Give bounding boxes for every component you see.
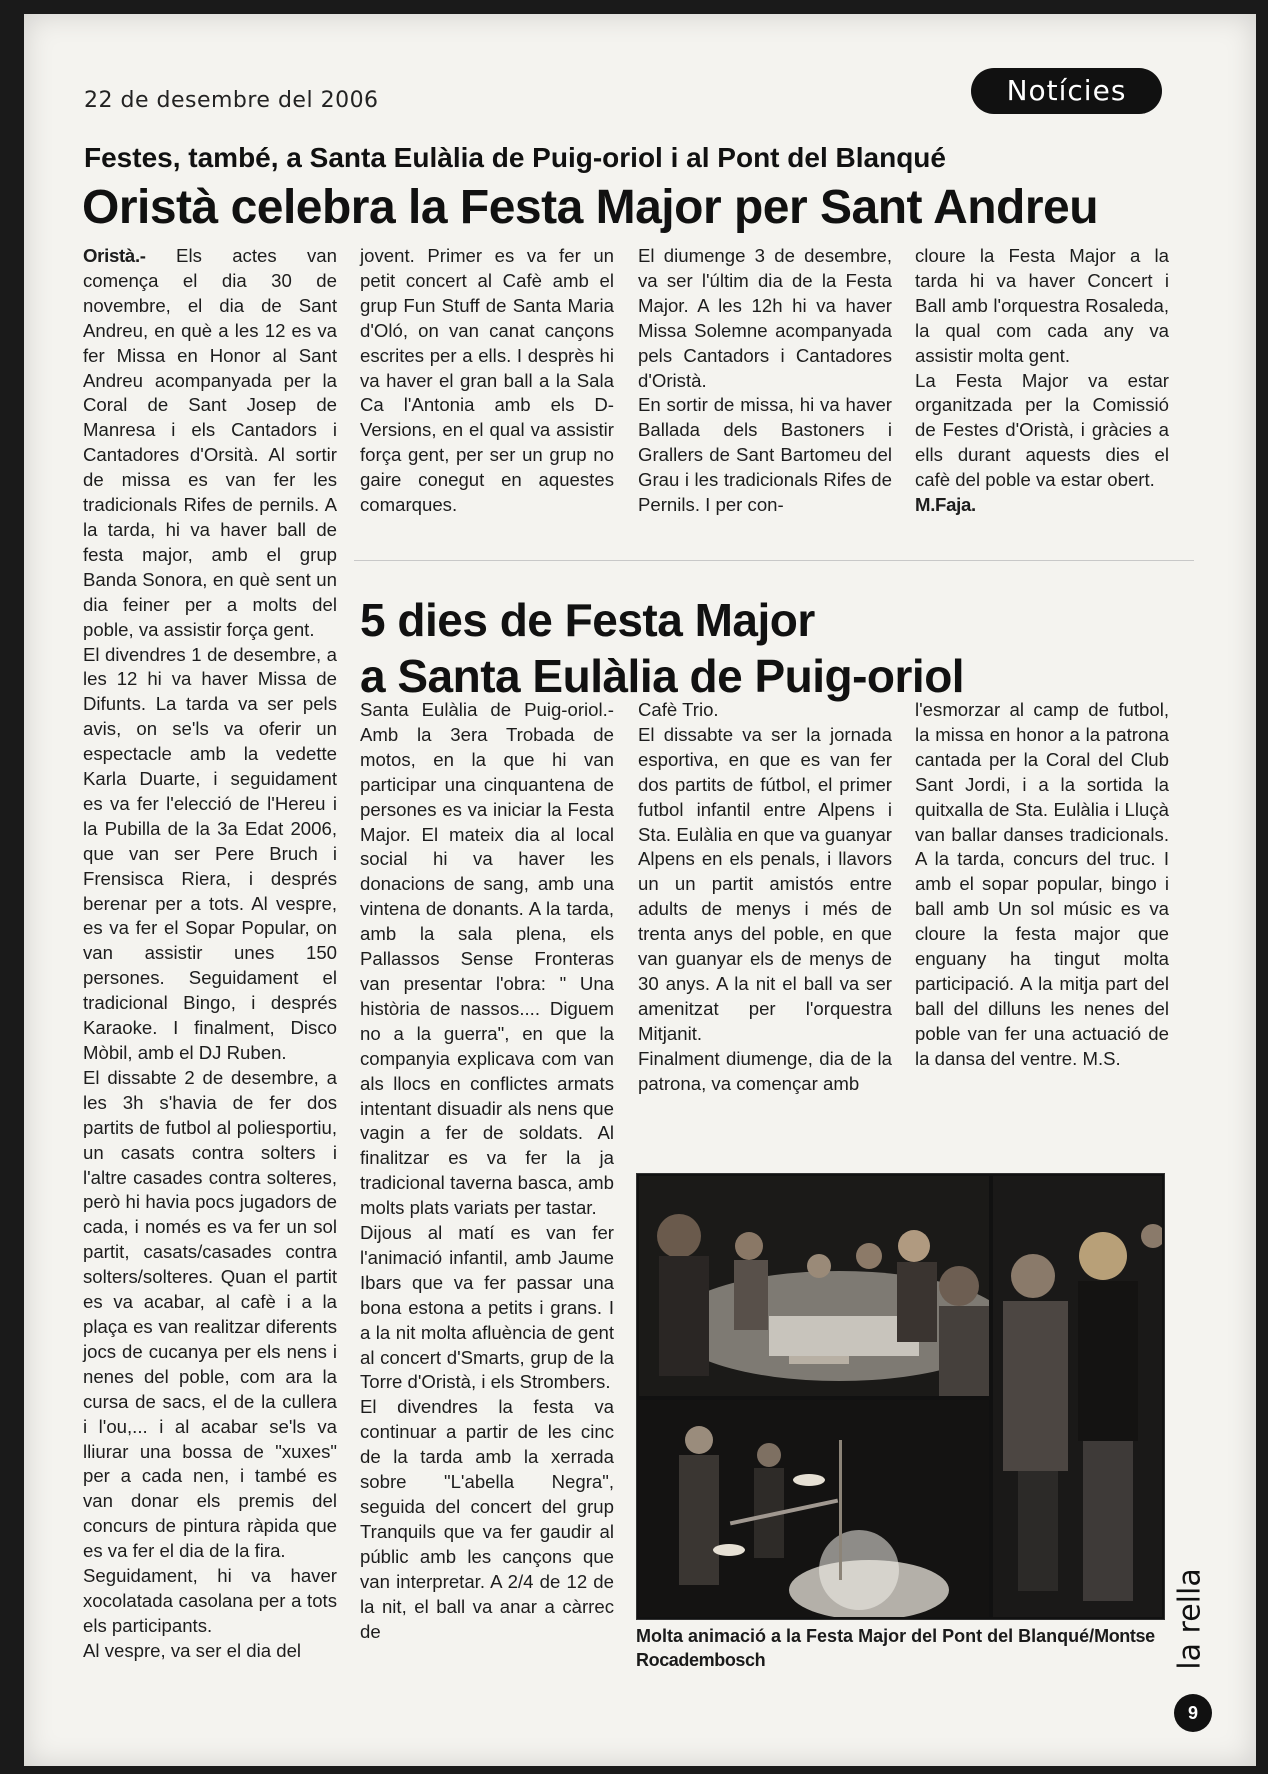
page-number: 9 <box>1174 1694 1212 1732</box>
photo-collage <box>636 1173 1165 1620</box>
article1-paragraph: Al vespre, va ser el dia del <box>83 1639 302 1661</box>
article2-column-1 <box>360 698 614 1644</box>
article1-paragraph: cloure la Festa Major a la tarda hi va haver Concert i Ball amb l'orquestra Rosaleda, la qual com cada any va assistir molta gent. <box>915 245 1169 366</box>
article2-column-2 <box>638 698 892 1097</box>
article1-paragraph: Seguidament, hi va haver xocolatada casolana per a tots els participants. <box>83 1565 337 1636</box>
article-kicker: Festes, també, a Santa Eulàlia de Puig-oriol i al Pont del Blanqué <box>84 142 946 173</box>
section-badge: Notícies <box>971 68 1162 114</box>
dateline: Oristà.- <box>83 245 146 266</box>
article1-paragraph: El dissabte 2 de desembre, a les 3h s'havia de fer dos partits de futbol al poliesportiu, un casats contra solters i l'altre casades contra solteres, però hi havia pocs jugadors de cada, i només es va fer un sol partit, casats/casades contra solters/solteres. Quan el partit es va acabar, al cafè i a la plaça es van realitzar diferents jocs de cucanya per els nens i nenes del poble, com ara la cursa de sacs, el de la cullera i l'ou,... i al acabar se'ls va lliurar una bossa de "xuxes" per a cada nen, i també es van donar els premis del concurs de pintura ràpida que es va fer el dia de la fira. <box>83 1066 337 1562</box>
article1-paragraph: La Festa Major va estar organitzada per la Comissió de Festes d'Oristà, i gràcies a ells durant aquests dies el cafè del poble va estar obert. <box>915 369 1169 491</box>
article1-column-1 <box>83 244 337 1664</box>
article1-column-4 <box>915 244 1169 518</box>
article2-paragraph: l'esmorzar al camp de futbol, la missa en honor a la patrona cantada per la Coral del Club Sant Jordi, i a la sortida la quitxalla de Sta. Eulàlia i Lluçà van ballar danses tradicionals. A la tarda, concurs del truc. I amb el sopar popular, bingo i ball amb Un sol músic es va cloure la festa major que enguany ha tingut molta participació. A la mitja part del ball del dilluns les nenes del poble van fer una actuació de la dansa del ventre. M.S. <box>915 699 1169 1069</box>
article2-paragraph: Santa Eulàlia de Puig-oriol.- Amb la 3era Trobada de motos, en la que hi van participar una cinquantena de persones es va iniciar la Festa Major. El mateix dia al local social hi va haver les donacions de sang, amb una vintena de donants. A la tarda, amb la sala plena, els Pallassos Sense Fronteras van presentar l'obra: " Una història de nassos.... Diguem no a la guerra", en que la companyia explicava com van als llocs en conflictes armats intentant disuadir als nens que vagin a fer de soldats. Al finalitzar es va fer la ja tradicional taverna basca, amb molts plats variats per tastar. <box>360 699 614 1219</box>
photo-crowd-dinner <box>639 1176 989 1396</box>
issue-date: 22 de desembre del 2006 <box>84 88 379 113</box>
article2-paragraph: Cafè Trio. <box>638 699 719 720</box>
article2-paragraph: Finalment diumenge, dia de la patrona, va començar amb <box>638 1047 892 1094</box>
article1-paragraph: El diumenge 3 de desembre, va ser l'últim dia de la Festa Major. A les 12h hi va haver Missa Solemne acompanyada pels Cantadors i Cantadores d'Oristà. <box>638 245 892 391</box>
article1-column-3 <box>638 244 892 518</box>
article2-paragraph: El dissabte va ser la jornada esportiva, en que es van fer dos partits de fútbol, el primer futbol infantil entre Alpens i Sta. Eulàlia en que va guanyar Alpens en els penals, i llavors un un partit amistós entre adults de menys i més de trenta anys del poble, en que van guanyar els de menys de 30 anys. A la nit el ball va ser amenitzat per l'orquestra Mitjanit. <box>638 723 892 1044</box>
article2-paragraph: Dijous al matí es van fer l'animació infantil, amb Jaume Ibars que va fer passar una bona estona a petits i grans. I a la nit molta afluència de gent al concert d'Smarts, grup de la Torre d'Oristà, i els Strombers. <box>360 1222 614 1393</box>
photo-dancing <box>993 1176 1162 1617</box>
article1-paragraph: jovent. Primer es va fer un petit concert al Cafè amb el grup Fun Stuff de Santa Maria d'Oló, on van canat cançons escrites per a ells. I desprès hi va haver el gran ball a la Sala Ca l'Antonia amb els D-Versions, en el qual va assistir força gent, per ser un grup no gaire conegut en aquestes comarques. <box>360 245 614 516</box>
photo-credit: Montse Rocadembosch <box>636 1626 1155 1670</box>
article1-paragraph: En sortir de missa, hi va haver Ballada dels Bastoners i Grallers de Sant Bartomeu del Grau i les tradicionals Rifes de Pernils. I per con- <box>638 394 892 516</box>
article2-headline: 5 dies de Festa Major a Santa Eulàlia de Puig-oriol <box>360 594 965 702</box>
article1-signature: M.Faja. <box>915 494 976 516</box>
article1-paragraph: El divendres 1 de desembre, a les 12 hi va haver Missa de Difunts. La tarda va ser pels avis, on se'ls va oferir un espectacle amb la vedette Karla Duarte, i seguidament es va fer l'elecció de l'Hereu i la Pubilla de la 3a Edat 2006, que van ser Pere Bruch i Frensisca Riera, i després berenar per a tots. Al vespre, es va fer el Sopar Popular, on van assistir unes 150 persones. Seguidament el tradicional Bingo, i després Karaoke. I finalment, Disco Mòbil, amb el DJ Ruben. <box>83 643 337 1063</box>
article1-column-2 <box>360 244 614 518</box>
photo-bonfire <box>639 1400 989 1617</box>
photo-caption: Molta animació a la Festa Major del Pont del Blanqué/Montse Rocadembosch <box>636 1626 1155 1670</box>
magazine-page <box>24 14 1256 1766</box>
article-headline: Oristà celebra la Festa Major per Sant Andreu <box>82 181 1099 234</box>
article2-paragraph: El divendres la festa va continuar a partir de les cinc de la tarda amb la xerrada sobre "L'abella Negra", seguida del concert del grup Tranquils que va fer gaudir al públic amb les cançons que van interpretar. A 2/4 de 12 de la nit, el ball va anar a càrrec de <box>360 1396 614 1642</box>
article2-column-3 <box>915 698 1169 1072</box>
magazine-name: la rella <box>1172 1568 1208 1670</box>
article-divider <box>354 560 1194 561</box>
article1-paragraph: Oristà.- Els actes van comença el dia 30 de novembre, el dia de Sant Andreu, en què a les 12 es va fer Missa en Honor al Sant Andreu acompanyada per la Coral de Sant Josep de Manresa i els Cantadors i Cantadores d'Orsità. Al sortir de missa es van fer les tradicionals Rifes de pernils. A la tarda, hi va haver ball de festa major, amb el grup Banda Sonora, en què sent un dia feiner per a molts del poble, va assistir força gent. <box>83 245 337 640</box>
